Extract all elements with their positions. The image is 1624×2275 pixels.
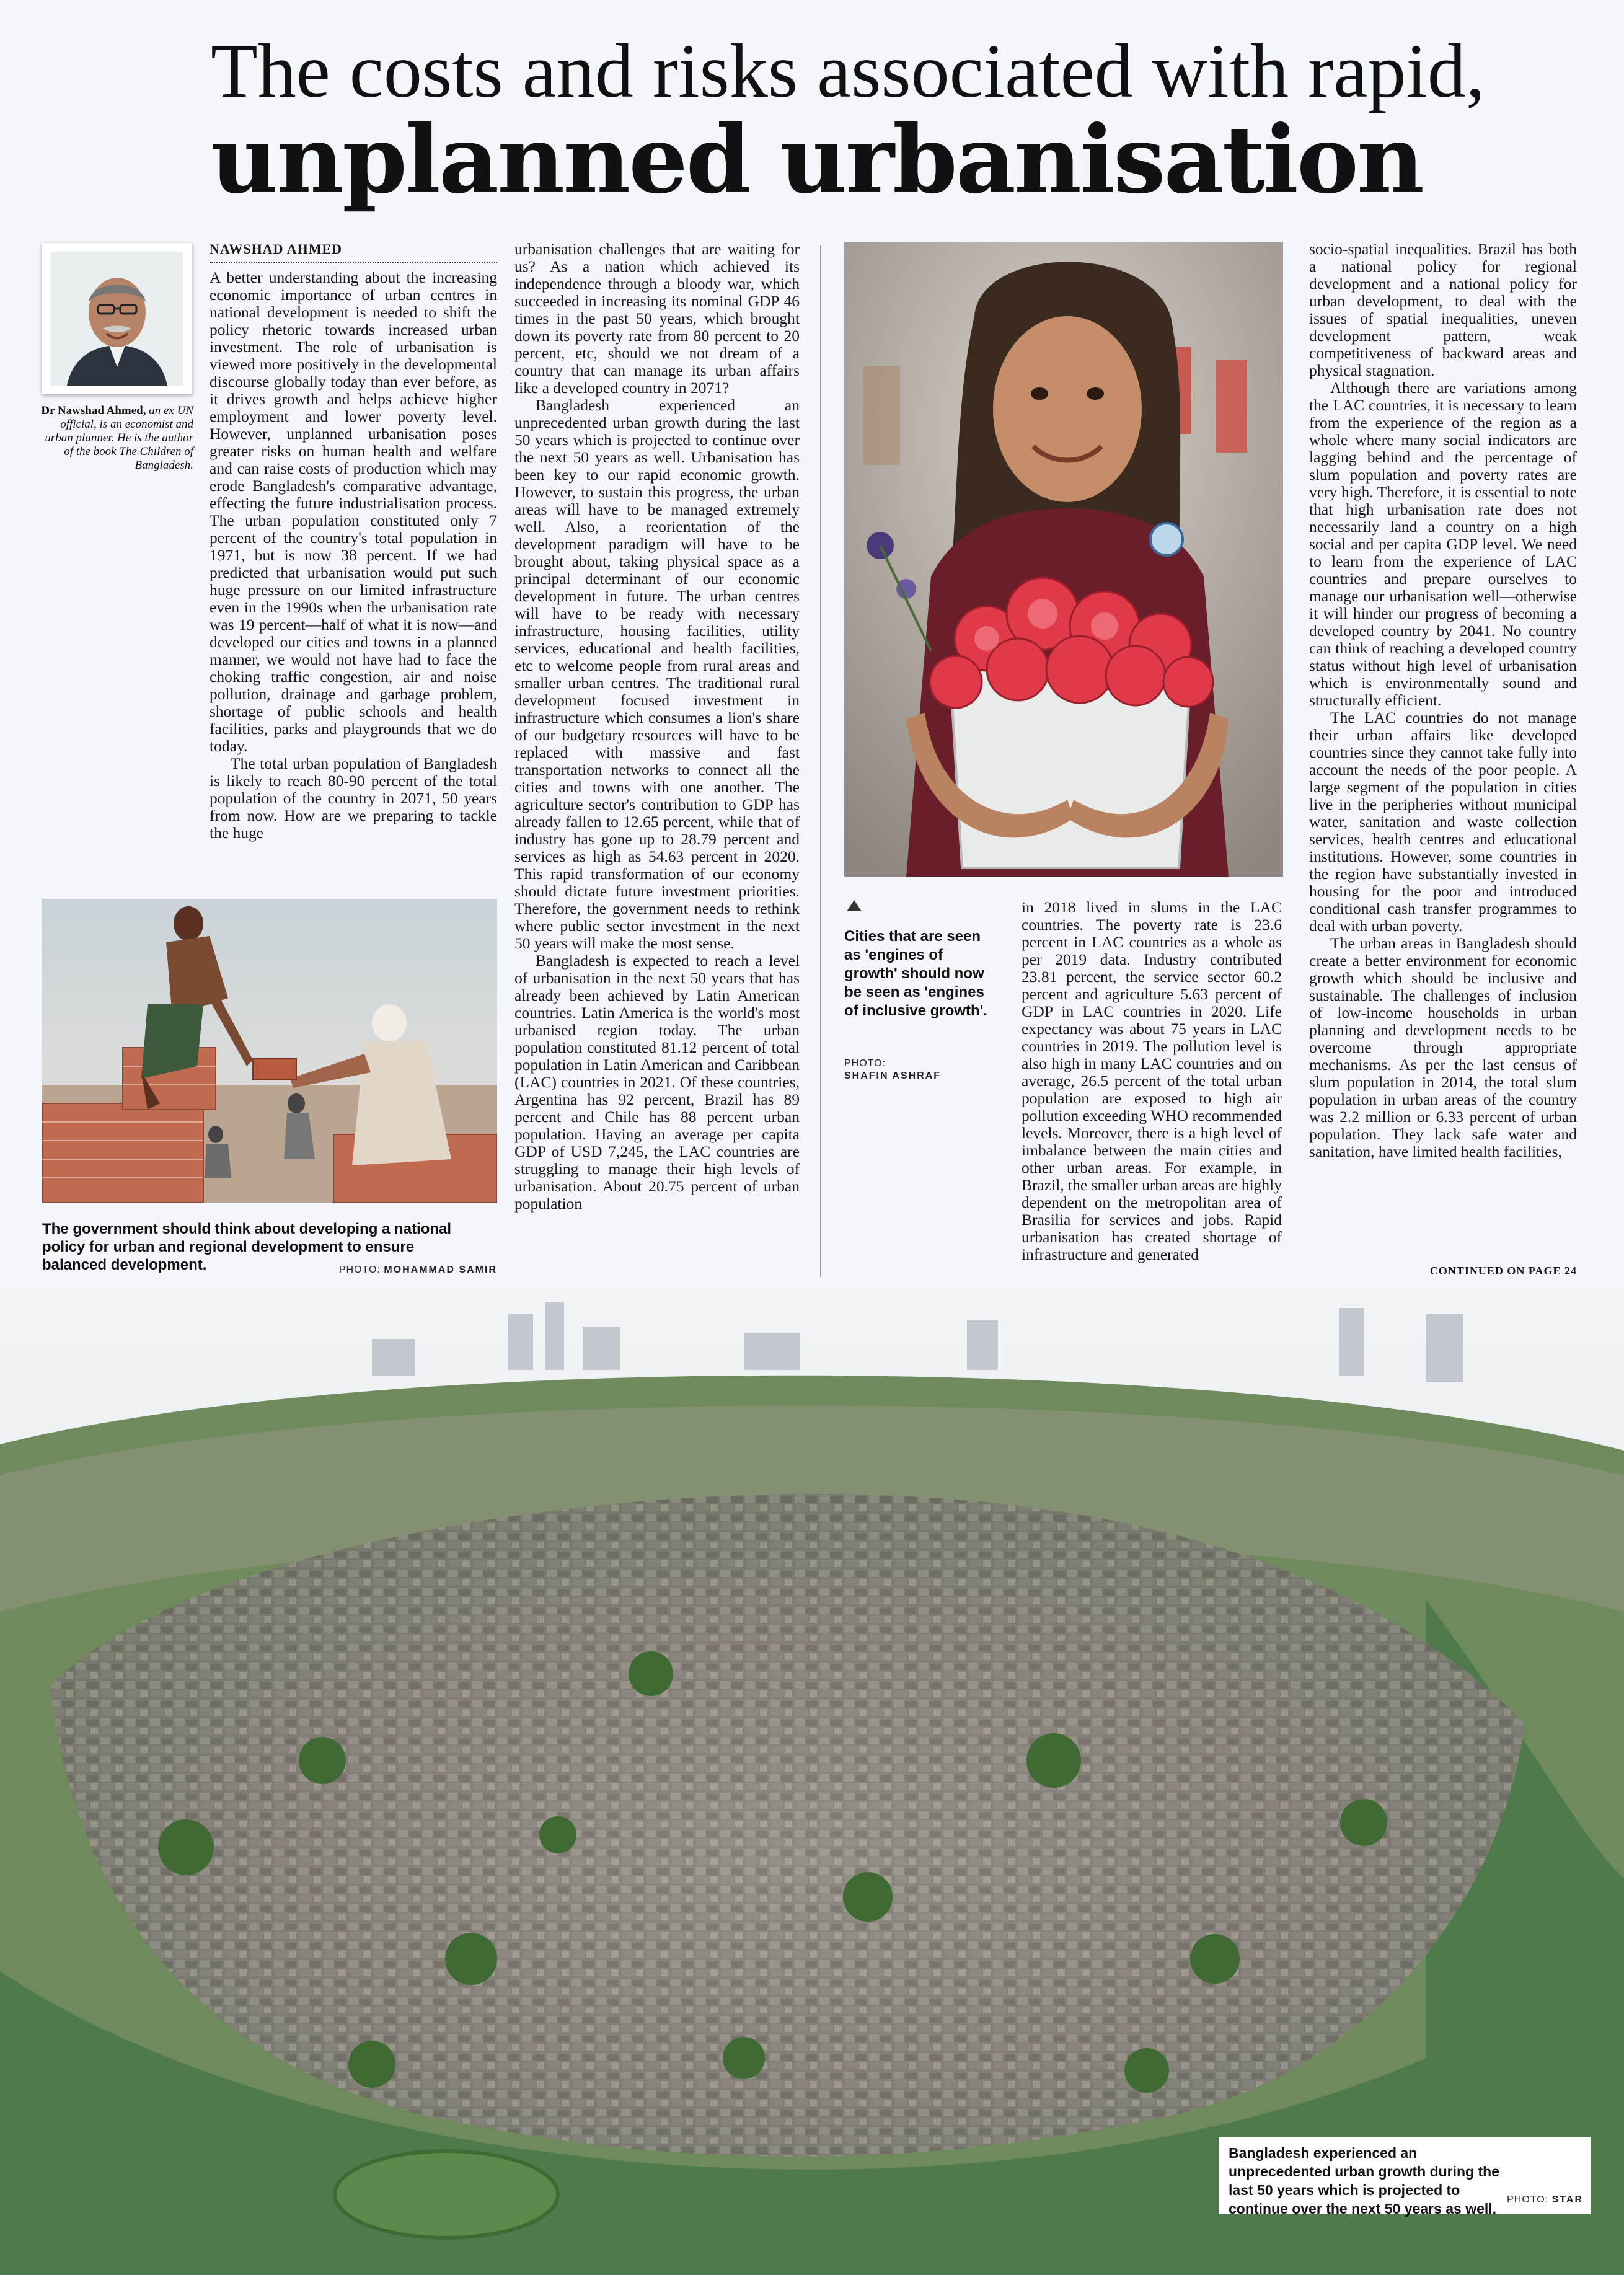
brick-workers-photo xyxy=(42,899,497,1203)
article-column-4 xyxy=(1309,241,1577,1160)
paragraph: Bangladesh is expected to reach a level of urbanisation in the next 50 years that has already been achieved by Latin American countries. Latin America is the world's most urbanised region today. The urban population constituted 81.12 percent of total population in Latin American and Caribbean (LAC) countries in 2021. Of these countries, Argentina has 92 percent, Brazil has 89 percent and Chile has 88 percent urban population. Having an average per capita GDP of USD 7,245, the LAC countries are struggling to manage their high levels of urbanisation. About 20.75 percent of urban population xyxy=(514,952,800,1213)
credit-label: PHOTO: xyxy=(844,1058,886,1069)
girl-photo-caption: Cities that are seen as 'engines of growth' should now be seen as 'engines of inclusive growth'. xyxy=(844,928,988,1019)
paragraph: The LAC countries do not manage their urban affairs like developed countries since they cannot take fully into account the needs of the poor people. A large segment of the population in cities live in the peripheries without municipal water, sanitation and waste collection services, health centres and educational institutions. However, some countries in the region have substantially invested in housing for the poor and introduced conditional cash transfer programmes to deal with urban poverty. xyxy=(1309,709,1577,935)
paragraph: urbanisation challenges that are waiting for us? As a nation which achieved its independence through a bloody war, which succeeded in increasing its nominal GDP 46 times in the past 50 years, which brought down its poverty rate from 80 percent to 20 percent, etc, should we not dream of a country that can manage its urban affairs like a developed country in 2071? xyxy=(514,240,800,397)
author-photo-illustration xyxy=(42,243,192,394)
author-bio-text: an ex UN official, is an economist and urban planner. He is the author of the book The Children of Bangladesh. xyxy=(45,404,193,472)
brick-photo-caption: The government should think about developing a national policy for urban and regional development to ensure balanced development. xyxy=(42,1221,452,1273)
headline-line-2: unplanned urbanisation xyxy=(211,105,1423,214)
slum-photo-caption: Bangladesh experienced an unprecedented urban growth during the last 50 years which is projected to continue over the next 50 years as well. xyxy=(1229,2145,1499,2217)
credit-label: PHOTO: xyxy=(338,1265,381,1275)
aerial-slum-photo xyxy=(0,1289,1624,2275)
slum-caption-box xyxy=(1219,2137,1591,2217)
credit-name: SHAFIN ASHRAF xyxy=(844,1071,942,1081)
column-divider xyxy=(820,245,821,1277)
paragraph: socio-spatial inequalities. Brazil has both a national policy for regional development and a national policy for urban development, to deal with the issues of spatial inequalities, uneven development pattern, weak competitiveness of backward areas and physical stagnation. xyxy=(1309,240,1577,379)
paragraph: Although there are variations among the LAC countries, it is necessary to learn from the experience of the region as a whole where many social indicators are lagging behind and the percentage of slum population and poverty rates are very high. Therefore, it is essential to note that high urbanisation rate does not necessarily land a country on a high social and per capita GDP level. We need to learn from the experience of LAC countries and prepare ourselves to manage our urbanisation well—otherwise it will hinder our progress of becoming a developed country by 2041. No country can think of reaching a developed country status without high level of urbanisation which is environmentally sound and structurally efficient. xyxy=(1309,379,1577,709)
paragraph: The total urban population of Bangladesh is likely to reach 80-90 percent of the total population of the country in 2071, 50 years from now. How are we preparing to tackle the huge xyxy=(210,754,497,842)
article-column-1 xyxy=(210,241,497,842)
slum-photo-credit xyxy=(1507,2194,1583,2206)
byline: NAWSHAD AHMED xyxy=(210,241,497,263)
paragraph: in 2018 lived in slums in the LAC countries. The poverty rate is 23.6 percent in LAC countries as a whole as per 2019 data. Industry contributed 23.81 percent, the service sector 60.2 percent and agriculture 5.63 percent of GDP in LAC countries in 2020. Life expectancy was about 75 years in LAC countries in 2019. The pollution level is also high in many LAC countries and on average, 26.5 percent of the total urban population are exposed to high air pollution exceeding WHO recommended levels. Moreover, there is a high level of imbalance between the main cities and other urban areas. For example, in Brazil, the smaller urban areas are highly dependent on the metropolitan area of Brasilia for services and jobs. Rapid urbanisation has created shortage of infrastructure and generated xyxy=(1022,898,1282,1263)
paragraph: The urban areas in Bangladesh should create a better environment for economic growth which should be inclusive and sustainable. The challenges of inclusion of low-income households in urban planning and development needs to be overcome through appropriate mechanisms. As per the last census of slum population in 2014, the total slum population in urban areas of the country was 2.2 million or 6.33 percent of urban population. They lack safe water and sanitation, have limited health facilities, xyxy=(1309,934,1577,1160)
headline-line-1: The costs and risks associated with rapid, xyxy=(211,29,1485,113)
author-bio xyxy=(37,404,193,472)
girl-with-flowers-photo xyxy=(844,242,1283,877)
credit-name: STAR xyxy=(1551,2194,1583,2205)
author-portrait xyxy=(42,243,192,394)
caption-arrow-icon xyxy=(847,900,862,911)
continued-on-page: CONTINUED ON PAGE 24 xyxy=(1429,1265,1577,1277)
girl-photo-credit xyxy=(844,1058,993,1082)
author-bio-name: Dr Nawshad Ahmed, xyxy=(41,404,146,417)
paragraph: A better understanding about the increasing economic importance of urban centres in national development is needed to shift the policy rhetoric towards increased urban investment. The role of urbanisation is viewed more positively in the developmental discourse globally today than ever before, as it drives growth and helps achieve higher employment and lower poverty level. However, unplanned urbanisation poses greater risks on human health and welfare and can raise costs of production which may erode Bangladesh's comparative advantage, effecting the future industrialisation process. The urban population constituted only 7 percent of the country's total population in 1971, but is now 38 percent. If we had predicted that urbanisation would put such huge pressure on our limited infrastructure even in the 1990s when the urbanisation rate was 19 percent—half of what it is now—and developed our cities and towns in a planned manner, we would not have had to face the choking traffic congestion, air and noise pollution, drainage and garbage problem, shortage of public schools and health facilities, parks and playgrounds that we do today. xyxy=(210,268,497,755)
article-column-3 xyxy=(1022,899,1282,1263)
brick-photo-credit xyxy=(332,1265,497,1276)
paragraph: Bangladesh experienced an unprecedented urban growth during the last 50 years which is projected to continue over the next 50 years as well. Urbanisation has been key to our rapid economic growth. However, to sustain this progress, the urban areas will have to be managed extremely well. Also, a reorientation of the development paradigm will have to be brought about, taking physical space as a principal determinant of our economic development in future. The urban centres will have to be ready with necessary infrastructure, housing facilities, utility services, educational and health facilities, etc to welcome people from rural areas and smaller urban centres. The traditional rural development focused investment in infrastructure which consumes a lion's share of our budgetary resources will have to be replaced with massive and fast transportation networks to connect all the cities and towns with one another. The agriculture sector's contribution to GDP has already fallen to 12.65 percent, while that of industry has gone up to 28.79 percent and services as high as 54.63 percent in 2020. This rapid transformation of our economy should dictate future investment priorities. Therefore, the government needs to rethink where public sector investment in the next 50 years will make the most sense. xyxy=(514,396,800,952)
article-column-2 xyxy=(514,241,800,1213)
credit-name: MOHAMMAD SAMIR xyxy=(384,1265,497,1275)
credit-label: PHOTO: xyxy=(1507,2194,1549,2205)
